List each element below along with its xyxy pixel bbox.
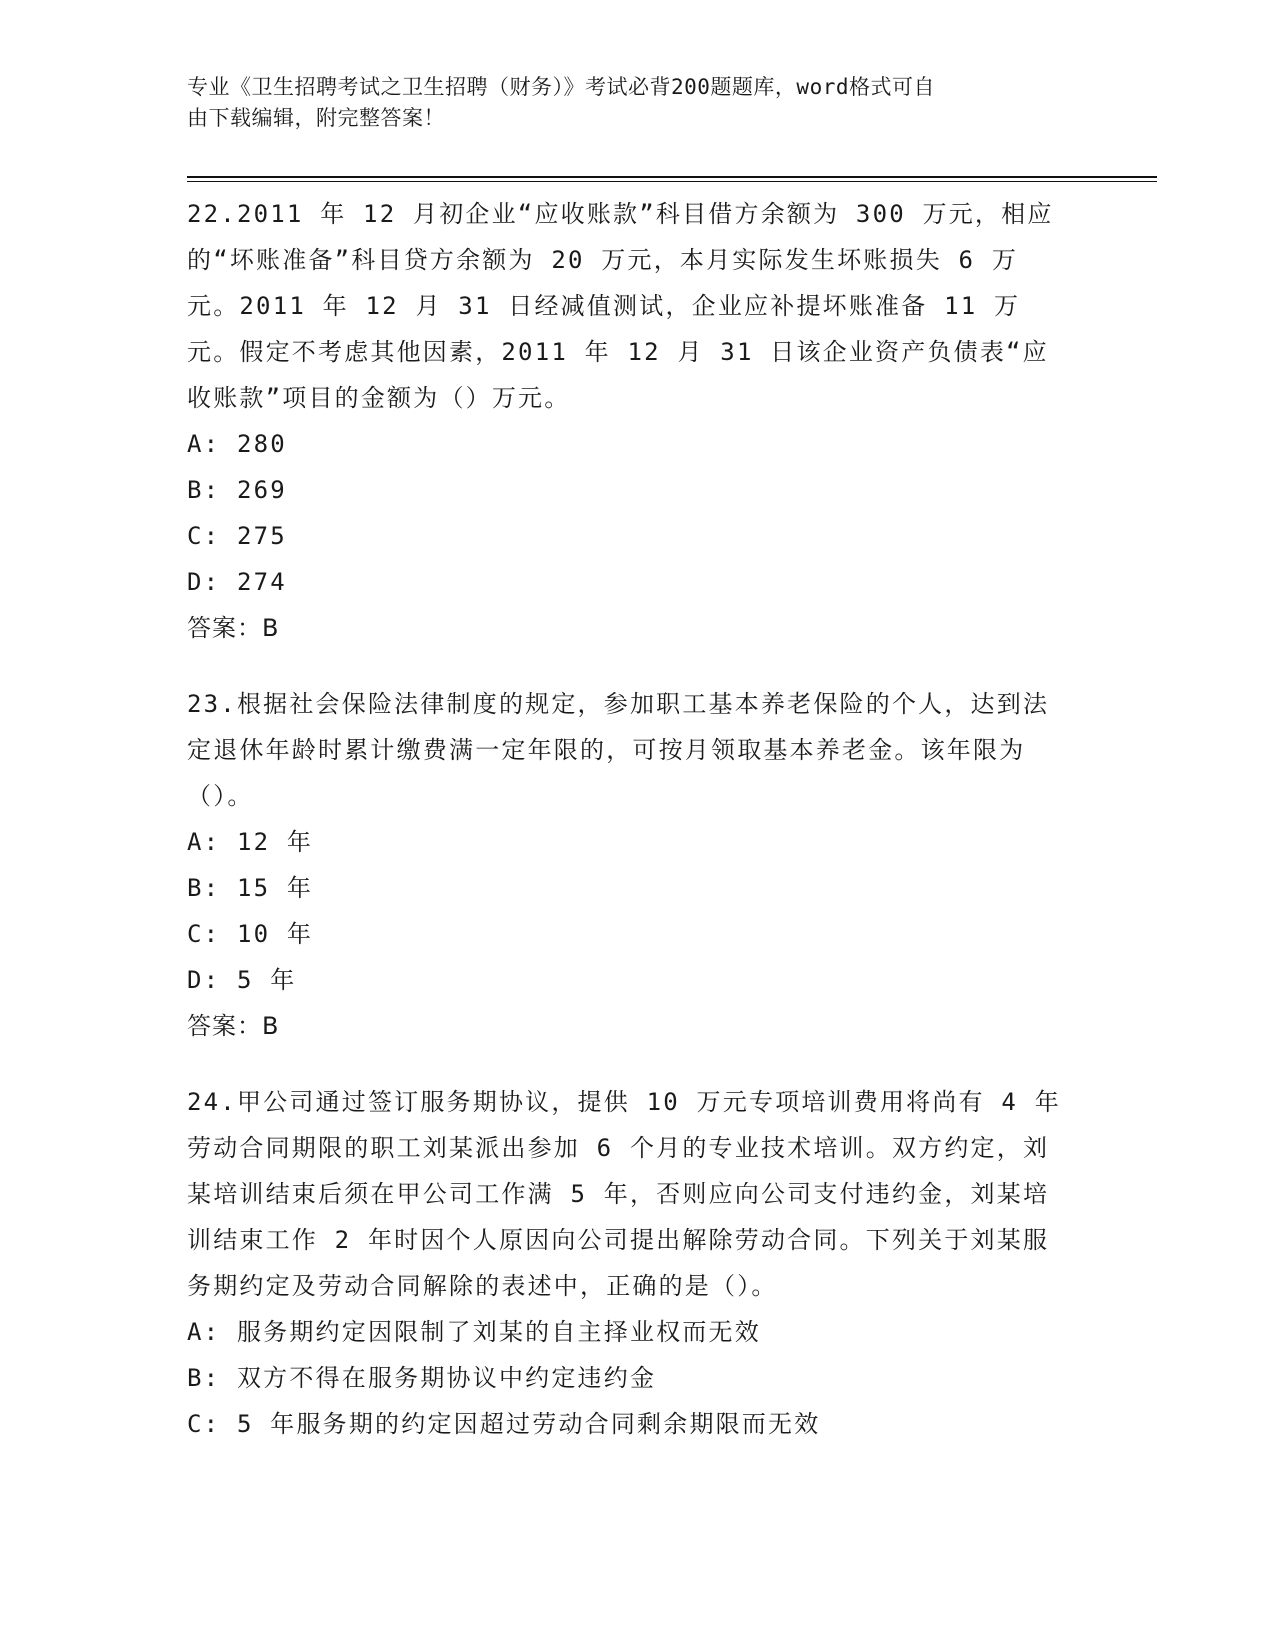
question-22 (187, 191, 1087, 651)
header-rule-thin (187, 181, 1157, 182)
header-line-2: 由下载编辑，附完整答案！ (187, 106, 445, 130)
answer-line: 答案：B (187, 614, 280, 642)
header-line-1: 专业《卫生招聘考试之卫生招聘（财务）》考试必背200题题库，word格式可自 (187, 75, 935, 99)
option-b: B: 双方不得在服务期协议中约定违约金 (187, 1364, 657, 1392)
option-c: C: 275 (187, 522, 287, 550)
question-24 (187, 1079, 1087, 1447)
question-23 (187, 681, 1087, 1049)
option-a: A: 280 (187, 430, 287, 458)
question-text: 22.2011 年 12 月初企业“应收账款”科目借方余额为 300 万元，相应的“坏账准备”科目贷方余额为 20 万元，本月实际发生坏账损失 6 万元。2011 年 12 月 31 日经减值测试，企业应补提坏账准备 11 万元。假定不考虑其他因素，2011 年 12 月 31 日该企业资产负债表“应收账款”项目的金额为（）万元。 (187, 200, 1054, 412)
document-header (187, 72, 1067, 134)
option-d: D: 274 (187, 568, 287, 596)
header-rule-thick (187, 176, 1157, 178)
option-b: B: 269 (187, 476, 287, 504)
question-text: 24.甲公司通过签订服务期协议，提供 10 万元专项培训费用将尚有 4 年劳动合同期限的职工刘某派出参加 6 个月的专业技术培训。双方约定，刘某培训结束后须在甲公司工作满 5 年，否则应向公司支付违约金，刘某培训结束工作 2 年时因个人原因向公司提出解除劳动合同。下列关于刘某服务期约定及劳动合同解除的表述中，正确的是（）。 (187, 1088, 1061, 1300)
question-text: 23.根据社会保险法律制度的规定，参加职工基本养老保险的个人，达到法定退休年龄时累计缴费满一定年限的，可按月领取基本养老金。该年限为（）。 (187, 690, 1050, 810)
question-list (187, 191, 1087, 1477)
option-a: A: 服务期约定因限制了刘某的自主择业权而无效 (187, 1318, 761, 1346)
option-a: A: 12 年 (187, 828, 314, 856)
option-d: D: 5 年 (187, 966, 297, 994)
option-b: B: 15 年 (187, 874, 314, 902)
option-c: C: 5 年服务期的约定因超过劳动合同剩余期限而无效 (187, 1410, 821, 1438)
option-c: C: 10 年 (187, 920, 314, 948)
answer-line: 答案：B (187, 1012, 280, 1040)
